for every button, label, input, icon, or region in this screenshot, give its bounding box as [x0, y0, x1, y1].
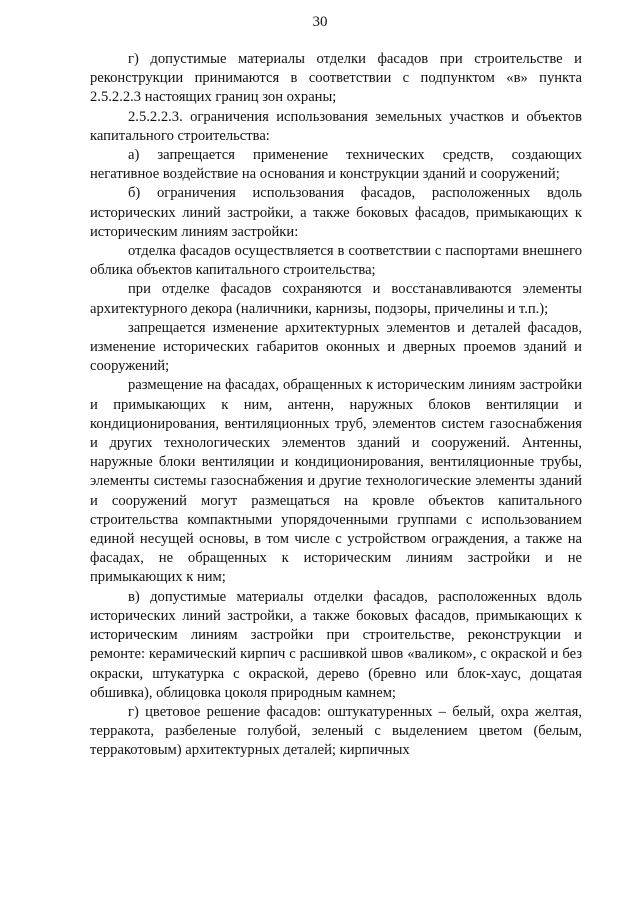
paragraph-a-prohibited-means: а) запрещается применение технических средств, создающих негативное воздействие на основания и конструкции зданий и сооружений;	[90, 147, 582, 183]
paragraph-g-color-solution: г) цветовое решение фасадов: оштукатуренных – белый, охра желтая, терракота, разбеленые голубой, зеленый с выделением цветом (белым, терракотовым) архитектурных деталей; кирпичных	[90, 703, 582, 759]
paragraph-2-5-2-2-3-heading: 2.5.2.2.3. ограничения использования земельных участков и объектов капитального строительства:	[90, 108, 582, 144]
paragraph-v-allowed-materials: в) допустимые материалы отделки фасадов, расположенных вдоль исторических линий застройки, а также боковых фасадов, примыкающих к историческим линиям застройки при строительстве, реконструкции и ремонте: керамический кирпич с расшивкой швов «валиком», с окраской и без окраски, штукатурка с окраской, дерево (бревно или блок-хаус, дощатая обшивка), облицовка цоколя природным камнем;	[90, 588, 582, 701]
paragraph-facade-finishing-passports: отделка фасадов осуществляется в соответствии с паспортами внешнего облика объектов капитального строительства;	[90, 243, 582, 279]
page-number: 30	[312, 14, 328, 30]
paragraph-equipment-placement: размещение на фасадах, обращенных к историческим линиям застройки и примыкающих к ним, антенн, наружных блоков вентиляции и кондиционирования, вентиляционных труб, элементов систем газоснабжения и других технологических элементов зданий и сооружений. Антенны, наружные блоки вентиляции и кондиционирования, вентиляционные трубы, элементы системы газоснабжения и другие технологические элементы зданий и сооружений могут размещаться на кровле объектов капитального строительства компактными упорядоченными группами с использованием единой несущей основы, в том числе с устройством ограждения, а также на фасадах, не обращенных к историческим линиям застройки и не примыкающих к ним;	[90, 377, 582, 586]
document-body	[90, 50, 582, 761]
paragraph-decor-preservation: при отделке фасадов сохраняются и восстанавливаются элементы архитектурного декора (наличники, карнизы, подзоры, причелины и т.п.);	[90, 281, 582, 317]
paragraph-b-facade-restrictions: б) ограничения использования фасадов, расположенных вдоль исторических линий застройки, а также боковых фасадов, примыкающих к историческим линиям застройки:	[90, 185, 582, 240]
paragraph-g-materials: г) допустимые материалы отделки фасадов при строительстве и реконструкции принимаются в соответствии с подпунктом «в» пункта 2.5.2.2.3 настоящих границ зон охраны;	[90, 51, 582, 106]
paragraph-changes-prohibited: запрещается изменение архитектурных элементов и деталей фасадов, изменение исторических габаритов оконных и дверных проемов зданий и сооружений;	[90, 319, 582, 375]
